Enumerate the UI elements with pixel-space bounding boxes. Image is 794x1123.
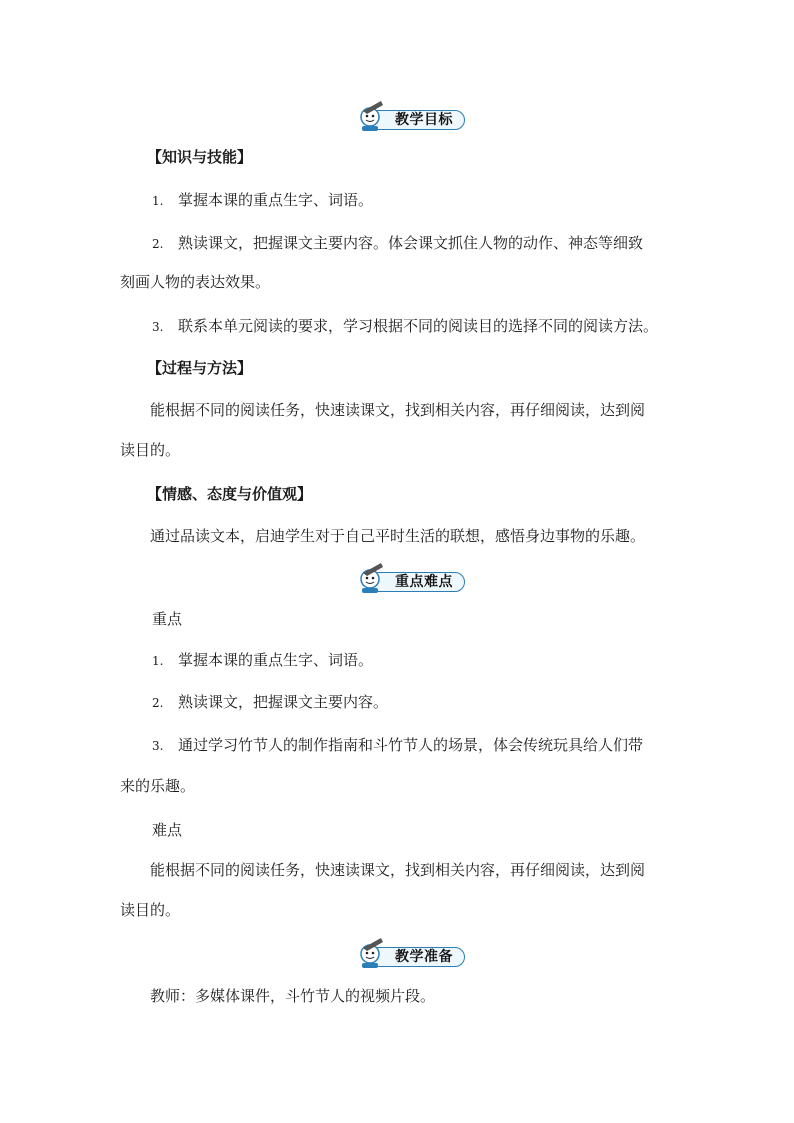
paragraph-continuation: 读目的。 [120, 441, 181, 459]
list-item: 3. 联系本单元阅读的要求，学习根据不同的阅读目的选择不同的阅读方法。 [152, 317, 659, 335]
paragraph-continuation: 读目的。 [120, 901, 181, 919]
section-banner-key-points [355, 565, 467, 595]
banner-title: 教学准备 [395, 949, 453, 965]
difficulty-heading: 难点 [152, 821, 183, 839]
list-item-continuation: 来的乐趣。 [120, 777, 196, 795]
paragraph: 能根据不同的阅读任务，快速读课文，找到相关内容，再仔细阅读，达到阅 [150, 401, 646, 419]
key-heading: 重点 [152, 610, 183, 628]
banner-title: 教学目标 [395, 112, 453, 128]
list-item-continuation: 刻画人物的表达效果。 [120, 273, 271, 291]
list-item: 1. 掌握本课的重点生字、词语。 [152, 191, 374, 209]
emotion-heading: 【情感、态度与价值观】 [147, 485, 313, 503]
banner-title: 重点难点 [395, 574, 453, 590]
paragraph: 教师：多媒体课件，斗竹节人的视频片段。 [150, 987, 436, 1005]
process-heading: 【过程与方法】 [147, 359, 253, 377]
section-banner-goals [355, 103, 467, 133]
list-item: 1. 掌握本课的重点生字、词语。 [152, 651, 374, 669]
paragraph: 能根据不同的阅读任务，快速读课文，找到相关内容，再仔细阅读，达到阅 [150, 861, 646, 879]
paragraph: 通过品读文本，启迪学生对于自己平时生活的联想，感悟身边事物的乐趣。 [150, 527, 646, 545]
list-item: 3. 通过学习竹节人的制作指南和斗竹节人的场景，体会传统玩具给人们带 [152, 736, 644, 754]
knowledge-heading: 【知识与技能】 [147, 148, 253, 166]
list-item: 2. 熟读课文，把握课文主要内容。 [152, 693, 389, 711]
list-item: 2. 熟读课文，把握课文主要内容。体会课文抓住人物的动作、神态等细致 [152, 234, 644, 252]
section-banner-prep [355, 940, 467, 970]
